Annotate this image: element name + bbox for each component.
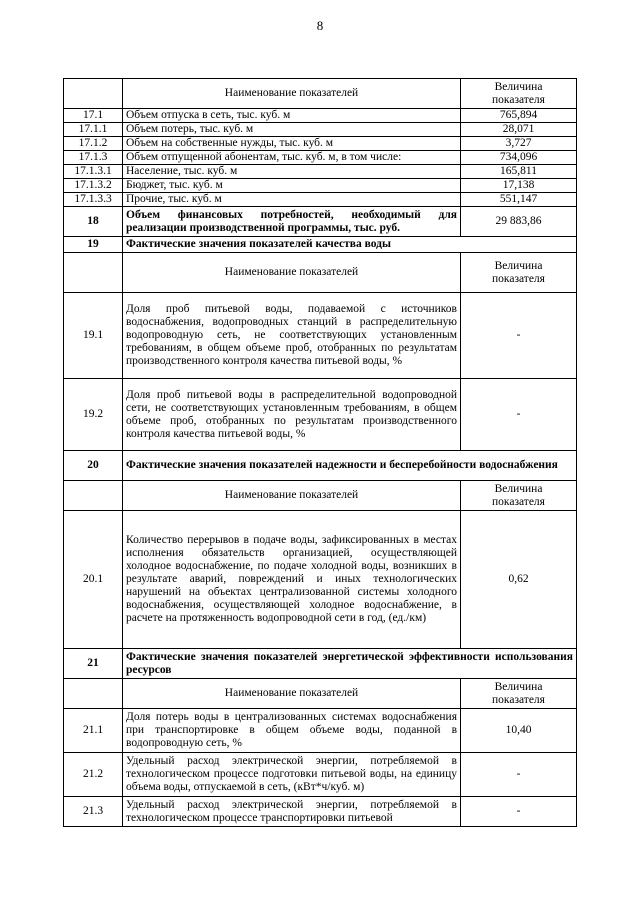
section-row-20 xyxy=(64,451,577,481)
header-name-cell: Наименование показателей xyxy=(123,79,461,109)
table-row xyxy=(64,379,577,451)
row-value: 3,727 xyxy=(461,137,577,151)
header-value-line2: показателя xyxy=(492,93,545,106)
table-row xyxy=(64,137,577,151)
row-name: Объем финансовых потребностей, необходимый для реализации производственной программы, тыс. руб. xyxy=(123,207,461,237)
table-row xyxy=(64,709,577,753)
subheader-value-cell xyxy=(461,481,577,511)
section-title: Фактические значения показателей надежности и бесперебойности водоснабжения xyxy=(123,451,577,481)
subheader-value-line1: Величина xyxy=(494,482,543,495)
subheader-row xyxy=(64,481,577,511)
row-value: 734,096 xyxy=(461,151,577,165)
table-row xyxy=(64,123,577,137)
row-number: 21.3 xyxy=(64,797,123,827)
table-row xyxy=(64,511,577,649)
row-value: - xyxy=(461,379,577,451)
row-number: 19.2 xyxy=(64,379,123,451)
subheader-name-cell: Наименование показателей xyxy=(123,679,461,709)
row-number: 17.1 xyxy=(64,109,123,123)
row-name: Прочие, тыс. куб. м xyxy=(123,193,461,207)
subheader-num-cell xyxy=(64,481,123,511)
table-row xyxy=(64,293,577,379)
row-number: 17.1.3.3 xyxy=(64,193,123,207)
subheader-row xyxy=(64,253,577,293)
table-row xyxy=(64,193,577,207)
row-number: 17.1.1 xyxy=(64,123,123,137)
row-value: 10,40 xyxy=(461,709,577,753)
subheader-name-cell: Наименование показателей xyxy=(123,253,461,293)
row-name: Объем на собственные нужды, тыс. куб. м xyxy=(123,137,461,151)
row-number: 17.1.3.1 xyxy=(64,165,123,179)
section-number: 21 xyxy=(64,649,123,679)
table-row xyxy=(64,797,577,827)
row-number: 17.1.3 xyxy=(64,151,123,165)
subheader-num-cell xyxy=(64,679,123,709)
page-number: 8 xyxy=(316,18,324,33)
table-row xyxy=(64,179,577,193)
row-name: Доля проб питьевой воды в распределительной водопроводной сети, не соответствующих установленным требованиям, в общем объеме проб, отобранных по результатам производственного контроля качества питьевой воды, % xyxy=(123,379,461,451)
row-number: 17.1.2 xyxy=(64,137,123,151)
table-row-18 xyxy=(64,207,577,237)
subheader-value-cell xyxy=(461,253,577,293)
row-number: 21.2 xyxy=(64,753,123,797)
row-number: 20.1 xyxy=(64,511,123,649)
section-row-19 xyxy=(64,237,577,253)
section-number: 20 xyxy=(64,451,123,481)
row-name: Объем отпуска в сеть, тыс. куб. м xyxy=(123,109,461,123)
row-value: 551,147 xyxy=(461,193,577,207)
row-value: 28,071 xyxy=(461,123,577,137)
table-row xyxy=(64,753,577,797)
table-row xyxy=(64,165,577,179)
row-name: Объем отпущенной абонентам, тыс. куб. м, в том числе: xyxy=(123,151,461,165)
subheader-value-line1: Величина xyxy=(494,680,543,693)
section-title: Фактические значения показателей качества воды xyxy=(123,237,577,253)
row-number: 19.1 xyxy=(64,293,123,379)
row-value: 165,811 xyxy=(461,165,577,179)
table-header-row xyxy=(64,79,577,109)
section-number: 19 xyxy=(64,237,123,253)
row-value: - xyxy=(461,797,577,827)
table-row xyxy=(64,109,577,123)
header-value-cell xyxy=(461,79,577,109)
row-name: Количество перерывов в подаче воды, зафиксированных в местах исполнения обязательств организацией, осуществляющей холодное водоснабжение, по подаче холодной воды, возникших в результате аварий, повреждений и иных технологических нарушений на объектах централизованной системы холодного водоснабжения, осуществляющей холодное водоснабжение, в расчете на протяженность водопроводной сети в год, (ед./км) xyxy=(123,511,461,649)
table-row xyxy=(64,151,577,165)
row-name: Доля потерь воды в централизованных системах водоснабжения при транспортировке в общем объеме воды, поданной в водопроводную сеть, % xyxy=(123,709,461,753)
row-name: Население, тыс. куб. м xyxy=(123,165,461,179)
row-value: 0,62 xyxy=(461,511,577,649)
section-row-21 xyxy=(64,649,577,679)
row-value: 17,138 xyxy=(461,179,577,193)
subheader-value-line2: показателя xyxy=(492,272,545,285)
subheader-value-line2: показателя xyxy=(492,693,545,706)
header-num-cell xyxy=(64,79,123,109)
subheader-value-line2: показателя xyxy=(492,495,545,508)
row-value: - xyxy=(461,753,577,797)
row-value: 29 883,86 xyxy=(461,207,577,237)
row-name: Объем потерь, тыс. куб. м xyxy=(123,123,461,137)
row-number: 17.1.3.2 xyxy=(64,179,123,193)
subheader-row xyxy=(64,679,577,709)
row-name: Удельный расход электрической энергии, потребляемой в технологическом процессе подготовки питьевой воды, на единицу объема воды, отпускаемой в сеть, (кВт*ч/куб. м) xyxy=(123,753,461,797)
subheader-num-cell xyxy=(64,253,123,293)
header-value-line1: Величина xyxy=(494,80,543,93)
subheader-name-cell: Наименование показателей xyxy=(123,481,461,511)
row-value: 765,894 xyxy=(461,109,577,123)
row-value: - xyxy=(461,293,577,379)
subheader-value-line1: Величина xyxy=(494,259,543,272)
subheader-value-cell xyxy=(461,679,577,709)
row-name: Доля проб питьевой воды, подаваемой с источников водоснабжения, водопроводных станций в распределительную водопроводную сеть, не соответствующих установленным требованиям, в общем объеме проб, отобранных по результатам производственного контроля качества питьевой воды, % xyxy=(123,293,461,379)
row-name: Удельный расход электрической энергии, потребляемой в технологическом процессе транспортировки питьевой xyxy=(123,797,461,827)
row-name: Бюджет, тыс. куб. м xyxy=(123,179,461,193)
row-number: 21.1 xyxy=(64,709,123,753)
section-title: Фактические значения показателей энергетической эффективности использования ресурсов xyxy=(123,649,577,679)
indicators-table xyxy=(63,78,577,827)
row-number: 18 xyxy=(64,207,123,237)
